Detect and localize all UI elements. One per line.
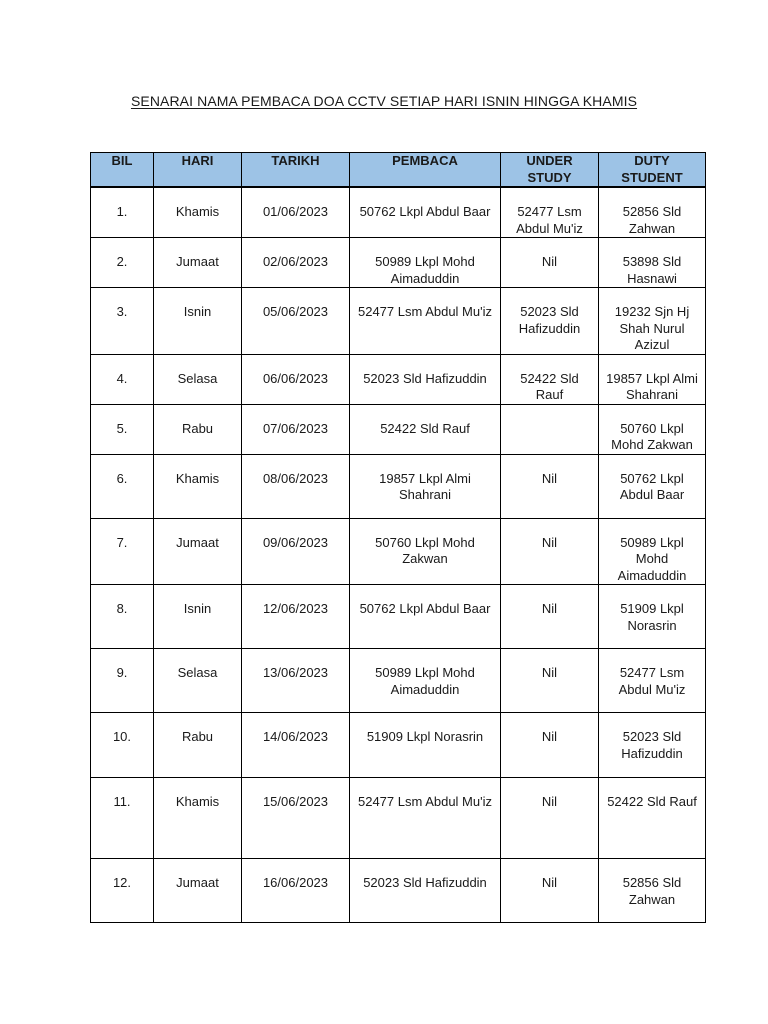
cell-duty-student: 50989 Lkpl Mohd Aimaduddin: [599, 518, 706, 585]
table-row: [91, 585, 706, 649]
cell-duty-student: 52422 Sld Rauf: [599, 778, 706, 859]
cell-hari: Selasa: [154, 354, 242, 404]
table-row: [91, 649, 706, 713]
cell-under-study: Nil: [501, 454, 599, 518]
cell-bil: 1.: [91, 187, 154, 238]
table-row: [91, 187, 706, 238]
table-row: [91, 454, 706, 518]
cell-pembaca: 50989 Lkpl Mohd Aimaduddin: [350, 238, 501, 288]
cell-bil: 3.: [91, 288, 154, 355]
cell-tarikh: 15/06/2023: [242, 778, 350, 859]
header-tarikh: TARIKH: [242, 153, 350, 188]
cell-duty-student: 51909 Lkpl Norasrin: [599, 585, 706, 649]
cell-tarikh: 14/06/2023: [242, 713, 350, 778]
header-hari: HARI: [154, 153, 242, 188]
cell-hari: Selasa: [154, 649, 242, 713]
cell-under-study: Nil: [501, 713, 599, 778]
cell-hari: Khamis: [154, 187, 242, 238]
cell-hari: Khamis: [154, 454, 242, 518]
cell-pembaca: 52023 Sld Hafizuddin: [350, 859, 501, 923]
cell-bil: 9.: [91, 649, 154, 713]
cell-pembaca: 52477 Lsm Abdul Mu'iz: [350, 778, 501, 859]
cell-under-study: Nil: [501, 859, 599, 923]
cell-tarikh: 07/06/2023: [242, 404, 350, 454]
cell-bil: 12.: [91, 859, 154, 923]
cell-bil: 5.: [91, 404, 154, 454]
cell-under-study: Nil: [501, 238, 599, 288]
cell-under-study: [501, 404, 599, 454]
cell-pembaca: 50762 Lkpl Abdul Baar: [350, 585, 501, 649]
table-row: [91, 354, 706, 404]
table-row: [91, 859, 706, 923]
cell-tarikh: 12/06/2023: [242, 585, 350, 649]
cell-pembaca: 19857 Lkpl Almi Shahrani: [350, 454, 501, 518]
cell-pembaca: 52023 Sld Hafizuddin: [350, 354, 501, 404]
cell-tarikh: 02/06/2023: [242, 238, 350, 288]
cell-hari: Rabu: [154, 404, 242, 454]
header-duty-student: DUTY STUDENT: [599, 153, 706, 188]
cell-bil: 10.: [91, 713, 154, 778]
cell-tarikh: 01/06/2023: [242, 187, 350, 238]
table-row: [91, 518, 706, 585]
schedule-table: [90, 152, 706, 923]
cell-hari: Isnin: [154, 585, 242, 649]
cell-duty-student: 50762 Lkpl Abdul Baar: [599, 454, 706, 518]
cell-tarikh: 05/06/2023: [242, 288, 350, 355]
table-row: [91, 238, 706, 288]
cell-hari: Jumaat: [154, 518, 242, 585]
cell-bil: 11.: [91, 778, 154, 859]
header-pembaca: PEMBACA: [350, 153, 501, 188]
cell-bil: 2.: [91, 238, 154, 288]
table-row: [91, 713, 706, 778]
cell-pembaca: 50989 Lkpl Mohd Aimaduddin: [350, 649, 501, 713]
cell-under-study: 52477 Lsm Abdul Mu'iz: [501, 187, 599, 238]
cell-under-study: Nil: [501, 585, 599, 649]
cell-bil: 7.: [91, 518, 154, 585]
table-row: [91, 778, 706, 859]
cell-pembaca: 52477 Lsm Abdul Mu'iz: [350, 288, 501, 355]
cell-pembaca: 50760 Lkpl Mohd Zakwan: [350, 518, 501, 585]
header-bil: BIL: [91, 153, 154, 188]
table-row: [91, 404, 706, 454]
cell-duty-student: 52477 Lsm Abdul Mu'iz: [599, 649, 706, 713]
cell-under-study: Nil: [501, 518, 599, 585]
cell-duty-student: 52856 Sld Zahwan: [599, 187, 706, 238]
cell-duty-student: 19857 Lkpl Almi Shahrani: [599, 354, 706, 404]
cell-tarikh: 06/06/2023: [242, 354, 350, 404]
cell-pembaca: 50762 Lkpl Abdul Baar: [350, 187, 501, 238]
cell-duty-student: 52856 Sld Zahwan: [599, 859, 706, 923]
cell-duty-student: 52023 Sld Hafizuddin: [599, 713, 706, 778]
document-title: SENARAI NAMA PEMBACA DOA CCTV SETIAP HARI ISNIN HINGGA KHAMIS: [130, 93, 638, 109]
cell-bil: 8.: [91, 585, 154, 649]
cell-under-study: 52422 Sld Rauf: [501, 354, 599, 404]
cell-under-study: Nil: [501, 778, 599, 859]
cell-hari: Jumaat: [154, 859, 242, 923]
cell-hari: Khamis: [154, 778, 242, 859]
cell-duty-student: 50760 Lkpl Mohd Zakwan: [599, 404, 706, 454]
cell-under-study: 52023 Sld Hafizuddin: [501, 288, 599, 355]
cell-hari: Jumaat: [154, 238, 242, 288]
cell-pembaca: 51909 Lkpl Norasrin: [350, 713, 501, 778]
cell-duty-student: 19232 Sjn Hj Shah Nurul Azizul: [599, 288, 706, 355]
cell-hari: Isnin: [154, 288, 242, 355]
cell-hari: Rabu: [154, 713, 242, 778]
cell-bil: 6.: [91, 454, 154, 518]
cell-tarikh: 13/06/2023: [242, 649, 350, 713]
cell-pembaca: 52422 Sld Rauf: [350, 404, 501, 454]
cell-tarikh: 08/06/2023: [242, 454, 350, 518]
table-header-row: [91, 153, 706, 188]
cell-under-study: Nil: [501, 649, 599, 713]
cell-duty-student: 53898 Sld Hasnawi: [599, 238, 706, 288]
table-row: [91, 288, 706, 355]
cell-bil: 4.: [91, 354, 154, 404]
header-under-study: UNDER STUDY: [501, 153, 599, 188]
cell-tarikh: 09/06/2023: [242, 518, 350, 585]
cell-tarikh: 16/06/2023: [242, 859, 350, 923]
